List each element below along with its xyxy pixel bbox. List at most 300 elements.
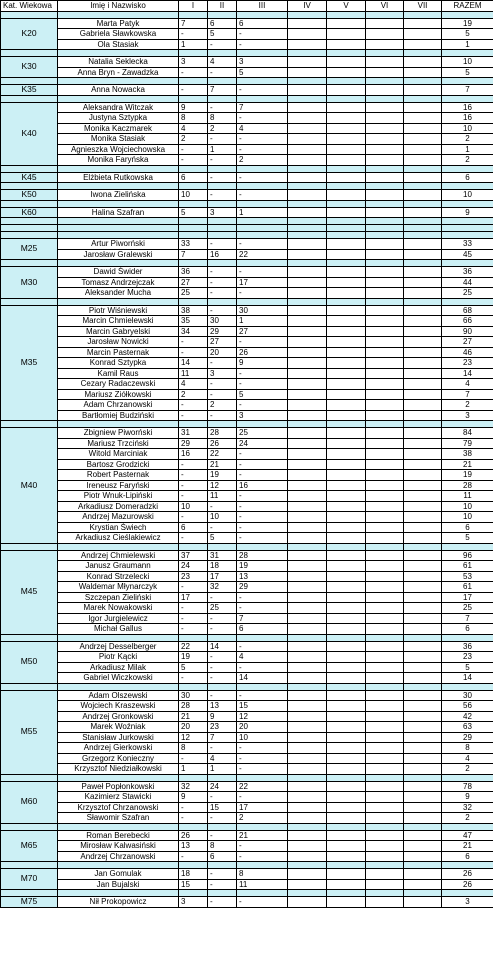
round-7-score-cell <box>404 305 442 316</box>
round-6-score-cell <box>366 67 404 78</box>
round-4-score-cell <box>288 57 327 68</box>
separator-cell <box>366 183 404 190</box>
category-cell: M50 <box>1 641 58 683</box>
round-5-score-cell <box>327 67 366 78</box>
total-score-cell: 47 <box>442 830 493 841</box>
total-score-cell: 61 <box>442 561 493 572</box>
round-3-score-cell: 26 <box>237 347 288 358</box>
round-3-score-cell: - <box>237 267 288 278</box>
athlete-name-cell: Justyna Sztypka <box>58 113 179 124</box>
separator-cell <box>404 95 442 102</box>
round-4-score-cell <box>288 144 327 155</box>
round-2-score-cell: - <box>208 522 237 533</box>
round-2-score-cell: - <box>208 830 237 841</box>
separator-cell <box>58 543 179 550</box>
round-5-score-cell <box>327 781 366 792</box>
round-3-score-cell: - <box>237 400 288 411</box>
table-row <box>1 428 493 439</box>
athlete-name-cell: Igor Jurgielewicz <box>58 613 179 624</box>
round-2-score-cell: 2 <box>208 400 237 411</box>
total-score-cell: 90 <box>442 326 493 337</box>
separator-cell <box>442 260 493 267</box>
round-1-score-cell: - <box>179 155 208 166</box>
round-1-score-cell: 4 <box>179 123 208 134</box>
total-score-cell: 44 <box>442 277 493 288</box>
total-score-cell: 21 <box>442 841 493 852</box>
round-5-score-cell <box>327 743 366 754</box>
separator-cell <box>208 218 237 225</box>
round-5-score-cell <box>327 57 366 68</box>
group-separator-row <box>1 823 493 830</box>
round-7-score-cell <box>404 753 442 764</box>
separator-cell <box>442 862 493 869</box>
header-cell-round-1: I <box>179 1 208 12</box>
athlete-name-cell: Krzysztof Chrzanowski <box>58 802 179 813</box>
round-3-score-cell: - <box>237 753 288 764</box>
separator-cell <box>179 823 208 830</box>
results-table-body <box>1 1 493 908</box>
athlete-name-cell: Andrzej Chmielewski <box>58 550 179 561</box>
total-score-cell: 28 <box>442 480 493 491</box>
round-5-score-cell <box>327 123 366 134</box>
total-score-cell: 6 <box>442 172 493 183</box>
separator-cell <box>404 165 442 172</box>
round-7-score-cell <box>404 561 442 572</box>
total-score-cell: 2 <box>442 155 493 166</box>
table-row <box>1 144 493 155</box>
round-1-score-cell: 31 <box>179 428 208 439</box>
round-2-score-cell: - <box>208 879 237 890</box>
total-score-cell: 10 <box>442 512 493 523</box>
table-row <box>1 561 493 572</box>
round-6-score-cell <box>366 582 404 593</box>
round-3-score-cell: - <box>237 841 288 852</box>
separator-cell <box>442 183 493 190</box>
round-6-score-cell <box>366 39 404 50</box>
round-5-score-cell <box>327 613 366 624</box>
round-4-score-cell <box>288 592 327 603</box>
separator-cell <box>442 11 493 18</box>
round-3-score-cell: - <box>237 39 288 50</box>
round-3-score-cell: 16 <box>237 480 288 491</box>
separator-cell <box>442 78 493 85</box>
separator-cell <box>288 50 327 57</box>
separator-cell <box>442 200 493 207</box>
round-4-score-cell <box>288 571 327 582</box>
round-7-score-cell <box>404 792 442 803</box>
round-7-score-cell <box>404 641 442 652</box>
athlete-name-cell: Kazimierz Stawicki <box>58 792 179 803</box>
total-score-cell: 25 <box>442 288 493 299</box>
header-cell-name: Imię i Nazwisko <box>58 1 179 12</box>
separator-cell <box>288 543 327 550</box>
round-1-score-cell: 8 <box>179 743 208 754</box>
round-2-score-cell: 1 <box>208 144 237 155</box>
separator-cell <box>58 683 179 690</box>
separator-cell <box>1 683 58 690</box>
separator-cell <box>58 183 179 190</box>
round-1-score-cell: 1 <box>179 39 208 50</box>
round-3-score-cell: - <box>237 662 288 673</box>
separator-cell <box>366 421 404 428</box>
round-5-score-cell <box>327 690 366 701</box>
round-2-score-cell: 19 <box>208 470 237 481</box>
header-cell-round-3: III <box>237 1 288 12</box>
athlete-name-cell: Mariusz Trzciński <box>58 438 179 449</box>
round-2-score-cell: - <box>208 869 237 880</box>
group-separator-row <box>1 95 493 102</box>
round-6-score-cell <box>366 641 404 652</box>
round-5-score-cell <box>327 368 366 379</box>
round-5-score-cell <box>327 592 366 603</box>
round-2-score-cell: 26 <box>208 438 237 449</box>
round-1-score-cell: - <box>179 491 208 502</box>
round-5-score-cell <box>327 172 366 183</box>
separator-cell <box>327 862 366 869</box>
round-4-score-cell <box>288 368 327 379</box>
category-cell: M30 <box>1 267 58 299</box>
round-2-score-cell: - <box>208 673 237 684</box>
table-row <box>1 550 493 561</box>
table-row <box>1 851 493 862</box>
separator-cell <box>404 862 442 869</box>
athlete-name-cell: Grzegorz Konieczny <box>58 753 179 764</box>
round-7-score-cell <box>404 491 442 502</box>
total-score-cell: 26 <box>442 879 493 890</box>
round-1-score-cell: 28 <box>179 701 208 712</box>
separator-cell <box>1 260 58 267</box>
table-row <box>1 613 493 624</box>
separator-cell <box>237 183 288 190</box>
round-3-score-cell: 6 <box>237 624 288 635</box>
athlete-name-cell: Marek Woźniak <box>58 722 179 733</box>
separator-cell <box>237 683 288 690</box>
round-6-score-cell <box>366 470 404 481</box>
round-2-score-cell: - <box>208 662 237 673</box>
table-row <box>1 830 493 841</box>
round-1-score-cell: - <box>179 582 208 593</box>
separator-cell <box>237 890 288 897</box>
total-score-cell: 2 <box>442 764 493 775</box>
separator-cell <box>404 260 442 267</box>
separator-cell <box>58 200 179 207</box>
round-2-score-cell: - <box>208 172 237 183</box>
round-3-score-cell: 11 <box>237 879 288 890</box>
table-row <box>1 337 493 348</box>
round-4-score-cell <box>288 400 327 411</box>
round-4-score-cell <box>288 337 327 348</box>
round-5-score-cell <box>327 480 366 491</box>
round-2-score-cell: - <box>208 155 237 166</box>
table-row <box>1 722 493 733</box>
table-row <box>1 879 493 890</box>
round-2-score-cell: - <box>208 288 237 299</box>
round-4-score-cell <box>288 249 327 260</box>
round-3-score-cell: 13 <box>237 571 288 582</box>
round-5-score-cell <box>327 851 366 862</box>
round-6-score-cell <box>366 491 404 502</box>
separator-cell <box>179 543 208 550</box>
table-row <box>1 802 493 813</box>
category-cell: M40 <box>1 428 58 544</box>
group-separator-row <box>1 165 493 172</box>
round-4-score-cell <box>288 662 327 673</box>
round-6-score-cell <box>366 144 404 155</box>
separator-cell <box>58 225 179 232</box>
round-6-score-cell <box>366 337 404 348</box>
athlete-name-cell: Janusz Graumann <box>58 561 179 572</box>
table-row <box>1 305 493 316</box>
separator-cell <box>442 95 493 102</box>
separator-cell <box>442 225 493 232</box>
round-3-score-cell: 7 <box>237 613 288 624</box>
total-score-cell: 30 <box>442 690 493 701</box>
separator-cell <box>288 183 327 190</box>
round-5-score-cell <box>327 802 366 813</box>
round-3-score-cell: 5 <box>237 389 288 400</box>
separator-cell <box>58 50 179 57</box>
table-row <box>1 190 493 201</box>
total-score-cell: 1 <box>442 39 493 50</box>
separator-cell <box>288 421 327 428</box>
round-7-score-cell <box>404 326 442 337</box>
separator-cell <box>237 232 288 239</box>
round-6-score-cell <box>366 830 404 841</box>
athlete-name-cell: Bartosz Grodzicki <box>58 459 179 470</box>
round-7-score-cell <box>404 400 442 411</box>
round-6-score-cell <box>366 792 404 803</box>
separator-cell <box>58 298 179 305</box>
table-row <box>1 102 493 113</box>
athlete-name-cell: Dawid Świder <box>58 267 179 278</box>
round-6-score-cell <box>366 305 404 316</box>
total-score-cell: 2 <box>442 134 493 145</box>
round-4-score-cell <box>288 732 327 743</box>
round-4-score-cell <box>288 512 327 523</box>
round-6-score-cell <box>366 459 404 470</box>
round-3-score-cell: 2 <box>237 813 288 824</box>
round-6-score-cell <box>366 841 404 852</box>
round-1-score-cell: 14 <box>179 358 208 369</box>
separator-cell <box>1 78 58 85</box>
separator-cell <box>327 11 366 18</box>
table-row <box>1 732 493 743</box>
round-3-score-cell: 22 <box>237 249 288 260</box>
separator-cell <box>366 78 404 85</box>
header-cell-round-7: VII <box>404 1 442 12</box>
category-cell: M35 <box>1 305 58 421</box>
table-row <box>1 29 493 40</box>
round-3-score-cell: 8 <box>237 869 288 880</box>
round-1-score-cell: - <box>179 347 208 358</box>
separator-cell <box>58 232 179 239</box>
round-6-score-cell <box>366 316 404 327</box>
athlete-name-cell: Zbigniew Piworński <box>58 428 179 439</box>
separator-cell <box>58 890 179 897</box>
round-4-score-cell <box>288 851 327 862</box>
separator-cell <box>288 218 327 225</box>
separator-cell <box>327 543 366 550</box>
separator-cell <box>1 165 58 172</box>
category-cell: K30 <box>1 57 58 78</box>
round-1-score-cell: 5 <box>179 662 208 673</box>
round-5-score-cell <box>327 113 366 124</box>
separator-cell <box>327 298 366 305</box>
separator-cell <box>1 183 58 190</box>
athlete-name-cell: Michał Gallus <box>58 624 179 635</box>
total-score-cell: 17 <box>442 592 493 603</box>
round-5-score-cell <box>327 879 366 890</box>
group-separator-row <box>1 11 493 18</box>
round-3-score-cell: - <box>237 851 288 862</box>
table-row <box>1 603 493 614</box>
round-3-score-cell: 29 <box>237 582 288 593</box>
round-2-score-cell: 3 <box>208 207 237 218</box>
round-4-score-cell <box>288 172 327 183</box>
round-6-score-cell <box>366 428 404 439</box>
round-6-score-cell <box>366 326 404 337</box>
round-1-score-cell: 19 <box>179 652 208 663</box>
round-6-score-cell <box>366 249 404 260</box>
total-score-cell: 4 <box>442 379 493 390</box>
round-6-score-cell <box>366 743 404 754</box>
separator-cell <box>366 50 404 57</box>
round-3-score-cell: - <box>237 449 288 460</box>
round-5-score-cell <box>327 512 366 523</box>
category-cell: K45 <box>1 172 58 183</box>
group-separator-row <box>1 232 493 239</box>
round-3-score-cell: 1 <box>237 316 288 327</box>
separator-cell <box>208 225 237 232</box>
round-3-score-cell: - <box>237 592 288 603</box>
athlete-name-cell: Andrzej Mazurowski <box>58 512 179 523</box>
round-2-score-cell: - <box>208 743 237 754</box>
round-5-score-cell <box>327 722 366 733</box>
round-6-score-cell <box>366 449 404 460</box>
separator-cell <box>366 862 404 869</box>
athlete-name-cell: Mariusz Ziółkowski <box>58 389 179 400</box>
total-score-cell: 23 <box>442 358 493 369</box>
athlete-name-cell: Witold Marciniak <box>58 449 179 460</box>
round-4-score-cell <box>288 879 327 890</box>
round-5-score-cell <box>327 673 366 684</box>
separator-cell <box>442 421 493 428</box>
separator-cell <box>58 218 179 225</box>
round-7-score-cell <box>404 207 442 218</box>
round-7-score-cell <box>404 337 442 348</box>
athlete-name-cell: Tomasz Andrzejczak <box>58 277 179 288</box>
separator-cell <box>404 298 442 305</box>
round-4-score-cell <box>288 29 327 40</box>
round-6-score-cell <box>366 134 404 145</box>
separator-cell <box>237 225 288 232</box>
round-4-score-cell <box>288 326 327 337</box>
separator-cell <box>208 543 237 550</box>
round-2-score-cell: - <box>208 267 237 278</box>
round-4-score-cell <box>288 18 327 29</box>
table-header-row <box>1 1 493 12</box>
round-5-score-cell <box>327 410 366 421</box>
round-2-score-cell: 3 <box>208 368 237 379</box>
round-1-score-cell: - <box>179 512 208 523</box>
table-row <box>1 459 493 470</box>
round-7-score-cell <box>404 358 442 369</box>
table-row <box>1 123 493 134</box>
round-5-score-cell <box>327 582 366 593</box>
round-6-score-cell <box>366 662 404 673</box>
table-row <box>1 701 493 712</box>
separator-cell <box>327 634 366 641</box>
round-4-score-cell <box>288 480 327 491</box>
separator-cell <box>58 11 179 18</box>
separator-cell <box>1 50 58 57</box>
separator-cell <box>404 774 442 781</box>
group-separator-row <box>1 634 493 641</box>
round-5-score-cell <box>327 624 366 635</box>
round-3-score-cell: - <box>237 190 288 201</box>
table-row <box>1 400 493 411</box>
round-1-score-cell: 35 <box>179 316 208 327</box>
separator-cell <box>208 200 237 207</box>
total-score-cell: 46 <box>442 347 493 358</box>
round-2-score-cell: 7 <box>208 85 237 96</box>
round-7-score-cell <box>404 347 442 358</box>
separator-cell <box>288 78 327 85</box>
round-7-score-cell <box>404 830 442 841</box>
round-7-score-cell <box>404 732 442 743</box>
athlete-name-cell: Marek Nowakowski <box>58 603 179 614</box>
round-4-score-cell <box>288 652 327 663</box>
total-score-cell: 38 <box>442 449 493 460</box>
separator-cell <box>442 634 493 641</box>
table-row <box>1 813 493 824</box>
round-4-score-cell <box>288 267 327 278</box>
table-row <box>1 897 493 908</box>
separator-cell <box>404 225 442 232</box>
table-row <box>1 792 493 803</box>
round-4-score-cell <box>288 239 327 250</box>
table-row <box>1 267 493 278</box>
separator-cell <box>58 95 179 102</box>
round-1-score-cell: 8 <box>179 113 208 124</box>
round-1-score-cell: 27 <box>179 277 208 288</box>
round-4-score-cell <box>288 603 327 614</box>
separator-cell <box>237 218 288 225</box>
round-1-score-cell: - <box>179 673 208 684</box>
separator-cell <box>208 298 237 305</box>
athlete-name-cell: Piotr Kącki <box>58 652 179 663</box>
separator-cell <box>208 890 237 897</box>
round-7-score-cell <box>404 172 442 183</box>
round-1-score-cell: 5 <box>179 207 208 218</box>
round-3-score-cell: - <box>237 113 288 124</box>
round-7-score-cell <box>404 67 442 78</box>
round-4-score-cell <box>288 764 327 775</box>
round-1-score-cell: - <box>179 29 208 40</box>
group-separator-row <box>1 890 493 897</box>
round-7-score-cell <box>404 190 442 201</box>
separator-cell <box>366 890 404 897</box>
round-3-score-cell: 21 <box>237 830 288 841</box>
total-score-cell: 6 <box>442 851 493 862</box>
round-7-score-cell <box>404 571 442 582</box>
round-3-score-cell: 17 <box>237 802 288 813</box>
separator-cell <box>404 543 442 550</box>
table-row <box>1 57 493 68</box>
round-7-score-cell <box>404 29 442 40</box>
round-2-score-cell: - <box>208 897 237 908</box>
round-1-score-cell: 2 <box>179 389 208 400</box>
